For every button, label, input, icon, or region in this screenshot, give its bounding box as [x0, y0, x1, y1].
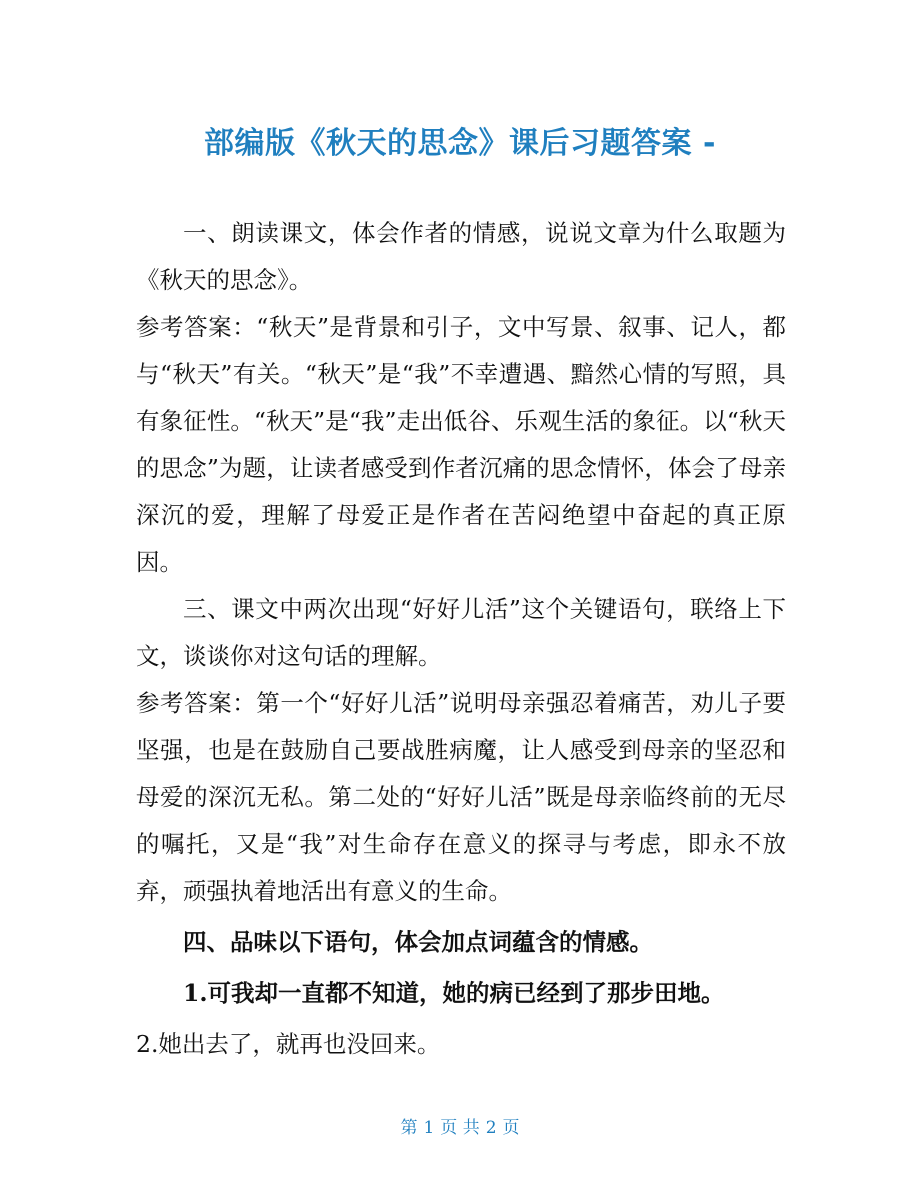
document-body [136, 210, 786, 1068]
answer-1: 参考答案：“秋天”是背景和引子，文中写景、叙事、记人，都与“秋天”有关。“秋天”是“我”不幸遭遇、黯然心情的写照，具有象征性。“秋天”是“我”走出低谷、乐观生活的象征。以“秋天的思念”为题，让读者感受到作者沉痛的思念情怀，体会了母亲深沉的爱，理解了母爱正是作者在苦闷绝望中奋起的真正原因。 [136, 313, 786, 576]
answer-3: 参考答案：第一个“好好儿活”说明母亲强忍着痛苦，劝儿子要坚强，也是在鼓励自己要战胜病魔，让人感受到母亲的坚忍和母爱的深沉无私。第二处的“好好儿活”既是母亲临终前的无尽的嘱托，又是“我”对生命存在意义的探寻与考虑，即永不放弃，顽强执着地活出有意义的生命。 [136, 689, 786, 905]
footer-prefix: 第 [400, 1118, 418, 1138]
page-footer [0, 1113, 920, 1138]
question-3: 三、课文中两次出现“好好儿活”这个关键语句，联络上下文，谈谈你对这句话的理解。 [136, 595, 786, 670]
footer-suffix: 页 [502, 1118, 520, 1138]
footer-middle: 页 共 [440, 1118, 480, 1138]
question-4-sentence-1: 1.可我却一直都不知道，她的病已经到了那步田地。 [183, 979, 725, 1007]
question-1: 一、朗读课文，体会作者的情感，说说文章为什么取题为《秋天的思念》。 [136, 219, 786, 294]
footer-page-number: 1 [423, 1118, 435, 1138]
question-4: 四、品味以下语句，体会加点词蕴含的情感。 [183, 928, 653, 956]
document-title: 部编版《秋天的思念》课后习题答案 - [204, 126, 716, 161]
footer-total-pages: 2 [485, 1118, 497, 1138]
question-4-sentence-2: 2.她出去了，就再也没回来。 [136, 1030, 441, 1058]
